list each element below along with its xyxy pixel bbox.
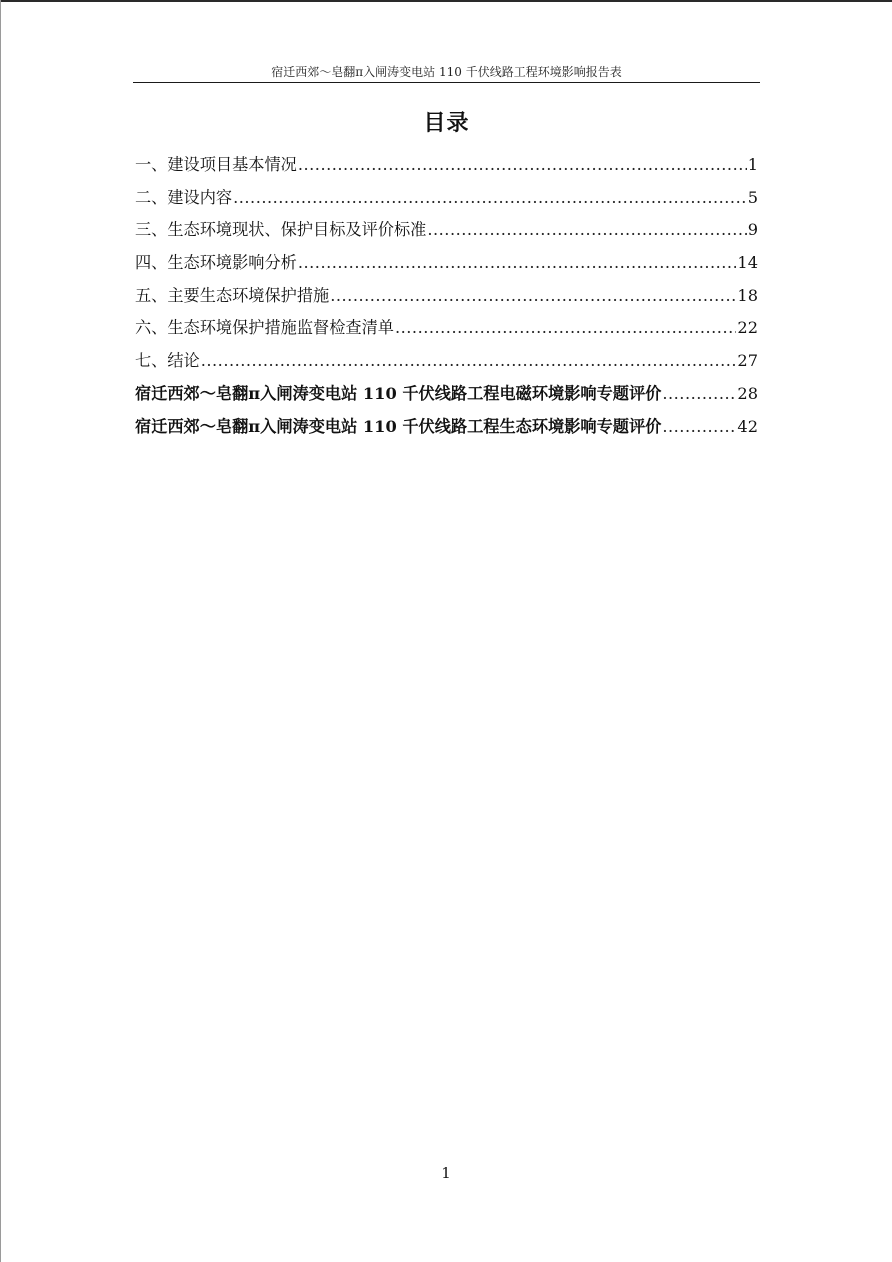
toc-entry-3[interactable]	[135, 214, 758, 247]
toc-entry-text: 三、生态环境现状、保护目标及评价标准	[135, 220, 427, 240]
toc-entry-5[interactable]	[135, 280, 758, 313]
toc-entry-text: 七、结论	[135, 351, 200, 371]
dot-leader	[395, 312, 736, 345]
toc-entry-page: 18	[737, 285, 758, 305]
page-left-border	[0, 0, 1, 1262]
toc-entry-text: 五、主要生态环境保护措施	[135, 285, 330, 305]
toc-entry-text: 二、建设内容	[135, 187, 233, 207]
toc-entry-page: 9	[747, 220, 758, 240]
toc-entry-8[interactable]	[135, 378, 758, 411]
page-number: 1	[441, 1164, 451, 1182]
toc-entry-page: 27	[737, 351, 758, 371]
dot-leader	[662, 411, 736, 444]
toc-entry-page: 1	[747, 155, 758, 174]
toc-entry-1[interactable]	[135, 149, 758, 182]
dot-leader	[201, 345, 737, 378]
toc-entry-text: 六、生态环境保护措施监督检查清单	[135, 318, 394, 338]
toc-entry-7[interactable]	[135, 345, 758, 378]
toc-entry-page: 5	[747, 187, 758, 207]
toc-entry-page: 42	[737, 416, 758, 436]
running-header: 宿迁西郊～皂翻π入闸涛变电站 110 千伏线路工程环境影响报告表	[271, 65, 622, 79]
dot-leader	[330, 280, 736, 313]
header-rule	[133, 82, 760, 83]
toc-entry-page: 22	[737, 318, 758, 338]
toc-entry-text: 四、生态环境影响分析	[135, 253, 297, 273]
page-top-border	[0, 0, 892, 2]
table-of-contents	[135, 149, 758, 443]
toc-title: 目录	[423, 110, 470, 136]
toc-entry-4[interactable]	[135, 247, 758, 280]
dot-leader	[233, 182, 747, 215]
dot-leader	[298, 149, 747, 182]
dot-leader	[662, 378, 736, 411]
toc-entry-9[interactable]	[135, 411, 758, 444]
toc-entry-page: 14	[737, 253, 758, 273]
toc-entry-2[interactable]	[135, 182, 758, 215]
toc-entry-text: 宿迁西郊～皂翻π入闸涛变电站 110 千伏线路工程生态环境影响专题评价	[135, 416, 662, 436]
dot-leader	[427, 214, 746, 247]
dot-leader	[298, 247, 737, 280]
toc-entry-text: 宿迁西郊～皂翻π入闸涛变电站 110 千伏线路工程电磁环境影响专题评价	[135, 383, 662, 403]
toc-entry-page: 28	[737, 383, 758, 403]
toc-entry-text: 一、建设项目基本情况	[135, 155, 297, 174]
toc-entry-6[interactable]	[135, 312, 758, 345]
